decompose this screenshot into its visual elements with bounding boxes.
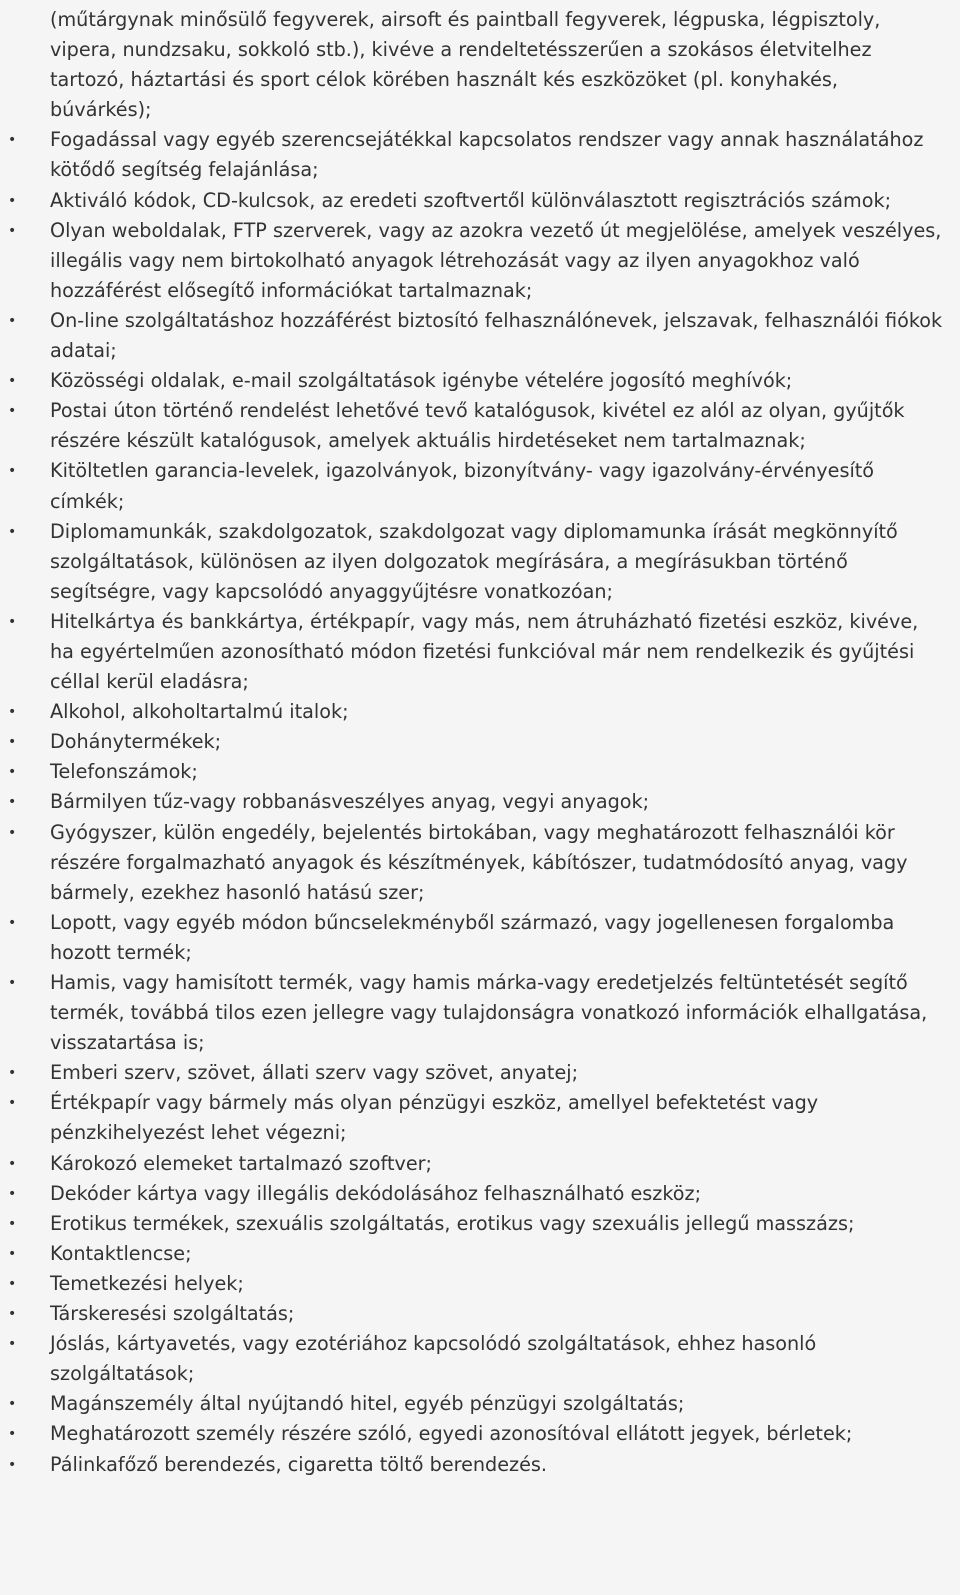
list-item-text: Meghatározott személy részére szóló, egyedi azonosítóval ellátott jegyek, bérletek; (50, 1422, 853, 1446)
list-item (0, 1179, 960, 1209)
list-item (0, 517, 960, 607)
bullet-icon: • (8, 463, 17, 480)
list-item-text: Temetkezési helyek; (50, 1271, 244, 1295)
list-item (0, 607, 960, 697)
list-item (0, 727, 960, 757)
list-item-text: Dekóder kártya vagy illegális dekódolásához felhasználható eszköz; (50, 1181, 702, 1205)
list-item-text: Hitelkártya és bankkártya, értékpapír, vagy más, nem átruházható fizetési eszköz, kivéve, ha egyértelműen azonosítható módon fizetési funkcióval már nem rendelkezik és gyűjtési céllal kerül eladásra; (50, 609, 919, 694)
bullet-icon: • (8, 613, 17, 630)
list-item (0, 1209, 960, 1239)
list-item-text: Pálinkafőző berendezés, cigaretta töltő berendezés. (50, 1452, 548, 1476)
list-item (0, 908, 960, 968)
prohibited-items-list (0, 125, 960, 1479)
bullet-icon: • (8, 1065, 17, 1082)
bullet-icon: • (8, 403, 17, 420)
bullet-icon: • (8, 1456, 17, 1473)
list-item-text: Olyan weboldalak, FTP szerverek, vagy az azokra vezető út megjelölése, amelyek veszélyes, illegális vagy nem birtokolható anyagok létrehozását vagy az ilyen anyagokhoz való hozzáférést elősegítő információkat tartalmaznak; (50, 218, 942, 302)
list-item-text: Alkohol, alkoholtartalmú italok; (50, 700, 349, 724)
list-item (0, 1419, 960, 1449)
list-item-text: Diplomamunkák, szakdolgozatok, szakdolgozat vagy diplomamunka írását megkönnyítő szolgáltatások, különösen az ilyen dolgozatok megírására, a megírásukban történő segítségre, vagy kapcsolódó anyaggyűjtésre vonatkozóan; (50, 519, 898, 603)
bullet-icon: • (8, 523, 17, 540)
list-item-text: Jóslás, kártyavetés, vagy ezotériához kapcsolódó szolgáltatások, ehhez hasonló szolgáltatások; (50, 1332, 817, 1386)
list-item (0, 968, 960, 1058)
list-item-text: Gyógyszer, külön engedély, bejelentés birtokában, vagy meghatározott felhasználói kör részére forgalmazható anyagok és készítmények, kábítószer, tudatmódosító anyag, vagy bármely, ezekhez hasonló hatású szer; (50, 820, 908, 904)
bullet-icon: • (8, 1245, 17, 1262)
list-item-text: Postai úton történő rendelést lehetővé tevő katalógusok, kivétel ez alól az olyan, gyűjtők részére készült katalógusok, amelyek aktuális hirdetéseket nem tartalmaznak; (50, 399, 905, 453)
list-item (0, 1389, 960, 1419)
list-item-text: Értékpapír vagy bármely más olyan pénzügyi eszköz, amellyel befektetést vagy pénzkihelyezést lehet végezni; (50, 1091, 819, 1145)
list-item (0, 1088, 960, 1148)
bullet-icon: • (8, 312, 17, 329)
list-item-text: On-line szolgáltatáshoz hozzáférést biztosító felhasználónevek, jelszavak, felhasználói fiókok adatai; (50, 308, 943, 363)
list-item-text: Közösségi oldalak, e-mail szolgáltatások igénybe vételére jogosító meghívók; (50, 369, 793, 393)
list-item-text: Magánszemély által nyújtandó hitel, egyéb pénzügyi szolgáltatás; (50, 1392, 685, 1416)
bullet-icon: • (8, 704, 17, 721)
list-item (0, 1329, 960, 1389)
bullet-icon: • (8, 1275, 17, 1292)
list-item (0, 1269, 960, 1299)
list-item (0, 1299, 960, 1329)
bullet-icon: • (8, 794, 17, 811)
bullet-icon: • (8, 1215, 17, 1232)
list-item (0, 787, 960, 817)
bullet-icon: • (8, 1155, 17, 1172)
list-item-text: Kontaktlencse; (50, 1241, 192, 1265)
list-item (0, 186, 960, 216)
list-item-text: Emberi szerv, szövet, állati szerv vagy szövet, anyatej; (50, 1061, 579, 1085)
list-item-text: Telefonszámok; (50, 760, 198, 784)
list-item (0, 697, 960, 727)
bullet-icon: • (8, 1095, 17, 1112)
list-item (0, 125, 960, 185)
list-item-text: Hamis, vagy hamisított termék, vagy hamis márka-vagy eredetjelzés feltüntetését segítő termék, továbbá tilos ezen jellegre vagy tulajdonságra vonatkozó információk elhallgatása, visszatartása is; (50, 971, 928, 1055)
list-item-text: Bármilyen tűz-vagy robbanásveszélyes anyag, vegyi anyagok; (50, 790, 650, 814)
list-item (0, 757, 960, 787)
bullet-icon: • (8, 222, 17, 239)
bullet-icon: • (8, 192, 17, 209)
list-item (0, 1239, 960, 1269)
list-item-text: Károkozó elemeket tartalmazó szoftver; (50, 1151, 432, 1175)
list-item-text: Társkeresési szolgáltatás; (50, 1302, 295, 1326)
list-item (0, 396, 960, 456)
bullet-icon: • (8, 1396, 17, 1413)
bullet-icon: • (8, 1185, 17, 1202)
list-item-text: Dohánytermékek; (50, 730, 222, 754)
list-item-text: Aktiváló kódok, CD-kulcsok, az eredeti szoftvertől különválasztott regisztrációs számok; (50, 188, 892, 212)
continued-list-item-text: (műtárgynak minősülő fegyverek, airsoft és paintball fegyverek, légpuska, légpisztoly, vipera, nundzsaku, sokkoló stb.), kivéve a rendeltetésszerűen a szokásos életvitelhez tartozó, háztartási és sport célok körében használt kés eszközöket (pl. konyhakés, búvárkés); (50, 8, 881, 122)
list-item-text: Lopott, vagy egyéb módon bűncselekményből származó, vagy jogellenesen forgalomba hozott termék; (50, 910, 895, 964)
bullet-icon: • (8, 373, 17, 390)
bullet-icon: • (8, 1306, 17, 1323)
bullet-icon: • (8, 1426, 17, 1443)
bullet-icon: • (8, 914, 17, 931)
bullet-icon: • (8, 824, 17, 841)
list-item-text: Erotikus termékek, szexuális szolgáltatás, erotikus vagy szexuális jellegű masszázs; (50, 1211, 855, 1235)
bullet-icon: • (8, 975, 17, 991)
bullet-icon: • (8, 132, 17, 149)
bullet-icon: • (8, 1336, 17, 1353)
list-item (0, 818, 960, 908)
list-item (0, 1149, 960, 1179)
bullet-icon: • (8, 764, 17, 781)
list-item (0, 306, 960, 366)
bullet-icon: • (8, 734, 17, 751)
list-item-text: Kitöltetlen garancia-levelek, igazolványok, bizonyítvány- vagy igazolvány-érvényesítő címkék; (50, 459, 875, 513)
list-item (0, 1058, 960, 1088)
list-item (0, 1450, 960, 1480)
list-item (0, 456, 960, 516)
document-content (0, 5, 960, 1480)
list-item (0, 216, 960, 306)
list-item-text: Fogadással vagy egyéb szerencsejátékkal kapcsolatos rendszer vagy annak használatához kötődő segítség felajánlása; (50, 128, 924, 182)
list-item (0, 366, 960, 396)
